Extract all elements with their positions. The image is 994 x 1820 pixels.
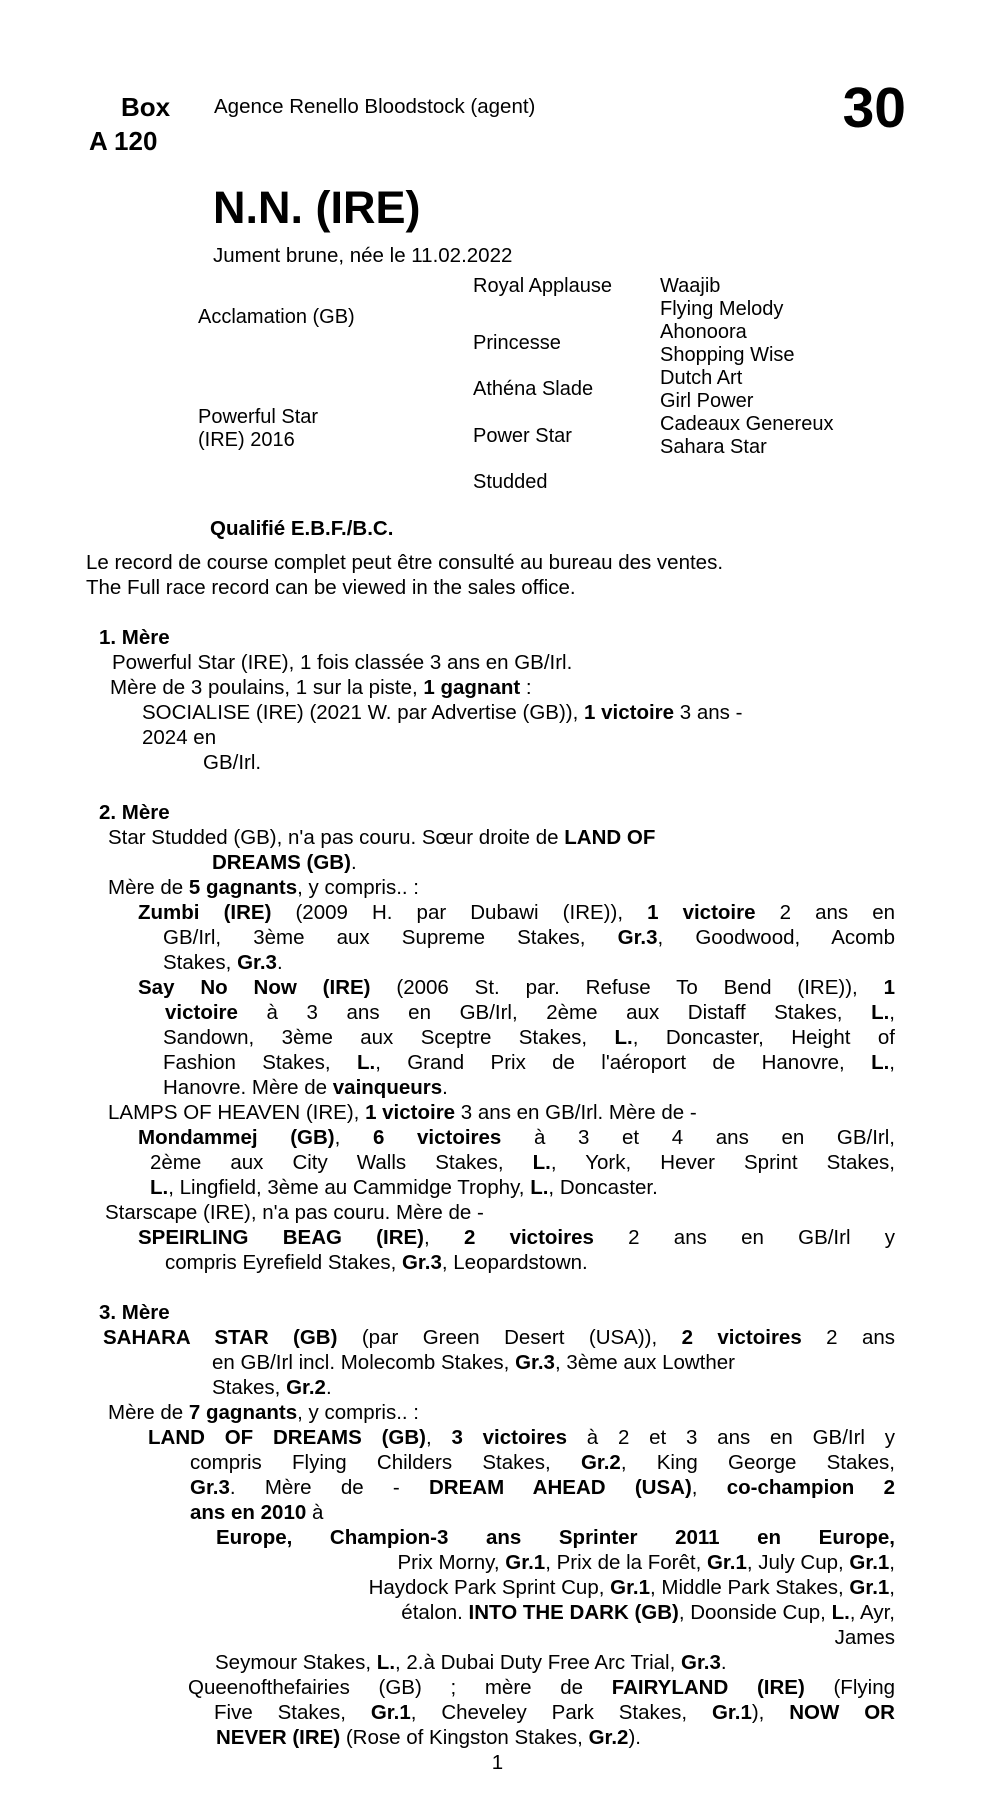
body-line bbox=[0, 1400, 895, 1425]
bold-text-run: Gr.1 bbox=[706, 1551, 747, 1574]
body-line bbox=[0, 950, 895, 975]
text-run: Five Stakes, bbox=[214, 1701, 371, 1724]
body-line bbox=[0, 1525, 895, 1550]
pedigree-parent: Power Star bbox=[473, 425, 572, 447]
bold-text-run: 1 victoire bbox=[584, 701, 675, 724]
text-run: à 3 et 4 ans en GB/Irl, bbox=[501, 1126, 895, 1149]
body-line bbox=[0, 1150, 895, 1175]
text-run: , King George Stakes, bbox=[620, 1451, 895, 1474]
text-run: GB/Irl, 3ème aux Supreme Stakes, bbox=[163, 926, 618, 949]
horse-description: Jument brune, née le 11.02.2022 bbox=[213, 244, 513, 267]
bold-text-run: L. bbox=[871, 1051, 890, 1074]
bold-text-run: SAHARA STAR (GB) bbox=[103, 1326, 338, 1349]
bold-text-run: victoire bbox=[165, 1001, 238, 1024]
text-run: , bbox=[424, 1226, 464, 1249]
body-line bbox=[0, 550, 895, 575]
pedigree-grandparent: Sahara Star bbox=[660, 436, 767, 458]
bold-text-run: 5 gagnants bbox=[188, 876, 298, 899]
body-line bbox=[0, 1325, 895, 1350]
body-line bbox=[0, 625, 895, 650]
bold-text-run: 6 victoires bbox=[372, 1126, 502, 1149]
pedigree-grandparent: Waajib bbox=[660, 275, 721, 297]
bold-text-run: co-champion 2 bbox=[726, 1476, 895, 1499]
text-run: James bbox=[834, 1626, 895, 1649]
text-run: Prix Morny, bbox=[397, 1551, 506, 1574]
text-run: LAMPS OF HEAVEN (IRE), bbox=[108, 1101, 366, 1124]
text-run: , bbox=[691, 1476, 727, 1499]
bold-text-run: Mondammej (GB) bbox=[138, 1126, 335, 1149]
bold-text-run: L. bbox=[871, 1001, 890, 1024]
bold-text-run: INTO THE DARK (GB) bbox=[468, 1601, 679, 1624]
body-line bbox=[0, 1375, 895, 1400]
bold-text-run: L. bbox=[356, 1051, 376, 1074]
bold-text-run: 2 victoires bbox=[681, 1326, 802, 1349]
text-run: 2 ans en GB/Irl y bbox=[593, 1226, 895, 1249]
pedigree-grandparent: Ahonoora bbox=[660, 321, 747, 343]
box-label: Box bbox=[121, 92, 171, 122]
blank-line bbox=[0, 600, 895, 625]
body-line bbox=[0, 1300, 895, 1325]
body-line bbox=[0, 750, 895, 775]
blank-line bbox=[0, 775, 895, 800]
text-run: , Ayr, bbox=[849, 1601, 895, 1624]
bold-text-run: NOW OR bbox=[789, 1701, 895, 1724]
text-run: Mère de bbox=[108, 1401, 189, 1424]
bold-text-run: L. bbox=[530, 1176, 549, 1199]
bold-text-run: Say No Now (IRE) bbox=[138, 976, 371, 999]
text-run: Powerful Star (IRE), 1 fois classée 3 ans en GB/Irl. bbox=[112, 651, 573, 674]
bold-text-run: Gr.1 bbox=[849, 1576, 890, 1599]
text-run: 2 ans en bbox=[755, 901, 895, 924]
text-run: (2006 St. par. Refuse To Bend (IRE)), bbox=[370, 976, 884, 999]
body-line bbox=[0, 875, 895, 900]
text-run: The Full race record can be viewed in the sales office. bbox=[86, 576, 576, 599]
text-run: , Doncaster, Height of bbox=[632, 1026, 895, 1049]
bold-text-run: 2 victoires bbox=[463, 1226, 594, 1249]
blank-line bbox=[0, 1275, 895, 1300]
text-run: . bbox=[350, 851, 357, 874]
text-run: à 2 et 3 ans en GB/Irl y bbox=[566, 1426, 895, 1449]
bold-text-run: Gr.3 bbox=[237, 951, 277, 974]
text-run: Mère de bbox=[108, 876, 189, 899]
text-run: 3 ans en GB/Irl. Mère de - bbox=[455, 1101, 697, 1124]
bold-text-run: vainqueurs bbox=[332, 1076, 443, 1099]
pedigree-grandparent: Shopping Wise bbox=[660, 344, 795, 366]
body-line bbox=[0, 1175, 895, 1200]
consignor-name: Agence Renello Bloodstock (agent) bbox=[214, 95, 536, 118]
body-line bbox=[0, 1475, 895, 1500]
text-run: . bbox=[442, 1076, 448, 1099]
text-run: Stakes, bbox=[212, 1376, 287, 1399]
text-run: Sandown, 3ème aux Sceptre Stakes, bbox=[163, 1026, 615, 1049]
bold-text-run: 7 gagnants bbox=[188, 1401, 298, 1424]
bold-text-run: Gr.1 bbox=[711, 1701, 752, 1724]
text-run: Seymour Stakes, bbox=[215, 1651, 377, 1674]
text-run: ). bbox=[628, 1726, 641, 1749]
text-run: , Middle Park Stakes, bbox=[650, 1576, 850, 1599]
body-line bbox=[0, 1125, 895, 1150]
text-run: , Lingfield, 3ème au Cammidge Trophy, bbox=[168, 1176, 531, 1199]
bold-text-run: Gr.1 bbox=[849, 1551, 890, 1574]
pedigree-parent: Athéna Slade bbox=[473, 378, 594, 400]
bold-text-run: 1 victoire bbox=[647, 901, 756, 924]
text-run: , bbox=[889, 1551, 895, 1574]
pedigree-table bbox=[0, 0, 994, 500]
dam-name-line1: Powerful Star bbox=[198, 406, 319, 428]
text-run: , Doonside Cup, bbox=[678, 1601, 832, 1624]
body-line bbox=[0, 800, 895, 825]
body-line bbox=[0, 900, 895, 925]
body-line bbox=[0, 1625, 895, 1650]
pedigree-parent: Princesse bbox=[473, 332, 561, 354]
bold-text-run: 2. Mère bbox=[99, 801, 170, 824]
bold-text-run: Gr.1 bbox=[505, 1551, 546, 1574]
text-run: , Cheveley Park Stakes, bbox=[410, 1701, 712, 1724]
bold-text-run: 1 victoire bbox=[365, 1101, 456, 1124]
body-line bbox=[0, 975, 895, 1000]
dam-name-line2: (IRE) 2016 bbox=[198, 429, 295, 451]
pedigree-parent: Royal Applause bbox=[473, 275, 612, 297]
bold-text-run: L. bbox=[614, 1026, 633, 1049]
text-run: . Mère de - bbox=[229, 1476, 429, 1499]
bold-text-run: L. bbox=[532, 1151, 551, 1174]
catalog-text bbox=[0, 550, 895, 1775]
body-line bbox=[0, 675, 895, 700]
text-run: Haydock Park Sprint Cup, bbox=[368, 1576, 611, 1599]
text-run: Starscape (IRE), n'a pas couru. Mère de - bbox=[105, 1201, 484, 1224]
bold-text-run: L. bbox=[831, 1601, 850, 1624]
bold-text-run: FAIRYLAND (IRE) bbox=[611, 1676, 805, 1699]
qualification-note: Qualifié E.B.F./B.C. bbox=[210, 517, 394, 540]
bold-text-run: NEVER (IRE) bbox=[216, 1726, 341, 1749]
body-line bbox=[0, 850, 895, 875]
pedigree-grandparent: Cadeaux Genereux bbox=[660, 413, 834, 435]
text-run: Star Studded (GB), n'a pas couru. Sœur droite de bbox=[108, 826, 565, 849]
body-line bbox=[0, 1600, 895, 1625]
text-run: GB/Irl. bbox=[203, 751, 262, 774]
text-run: , y compris.. : bbox=[297, 1401, 420, 1424]
bold-text-run: DREAMS (GB) bbox=[212, 851, 351, 874]
text-run: , Leopardstown. bbox=[441, 1251, 588, 1274]
bold-text-run: Zumbi (IRE) bbox=[138, 901, 272, 924]
bold-text-run: Gr.3 bbox=[617, 926, 658, 949]
pedigree-grandparent: Flying Melody bbox=[660, 298, 784, 320]
text-run: 2ème aux City Walls Stakes, bbox=[150, 1151, 533, 1174]
pedigree-parent: Studded bbox=[473, 471, 548, 493]
body-line bbox=[0, 1025, 895, 1050]
body-line bbox=[0, 700, 895, 725]
body-line bbox=[0, 1200, 895, 1225]
text-run: , 2.à Dubai Duty Free Arc Trial, bbox=[395, 1651, 681, 1674]
text-run: Stakes, bbox=[163, 951, 238, 974]
body-line bbox=[0, 1725, 895, 1750]
text-run: Fashion Stakes, bbox=[163, 1051, 357, 1074]
body-line bbox=[0, 1550, 895, 1575]
text-run: Mère de 3 poulains, 1 sur la piste, bbox=[110, 676, 424, 699]
text-run: . bbox=[325, 1376, 332, 1399]
text-run: , bbox=[425, 1426, 452, 1449]
body-line bbox=[0, 825, 895, 850]
bold-text-run: SPEIRLING BEAG (IRE) bbox=[138, 1226, 425, 1249]
bold-text-run: Gr.3 bbox=[401, 1251, 442, 1274]
text-run: 1 bbox=[491, 1751, 504, 1774]
horse-name: N.N. (IRE) bbox=[213, 182, 421, 233]
text-run: . bbox=[720, 1651, 727, 1674]
body-line bbox=[0, 1000, 895, 1025]
body-line bbox=[0, 1350, 895, 1375]
text-run: (Flying bbox=[804, 1676, 895, 1699]
text-run: , bbox=[334, 1126, 373, 1149]
bold-text-run: 1 gagnant bbox=[423, 676, 521, 699]
body-line bbox=[0, 1650, 895, 1675]
body-line bbox=[0, 575, 895, 600]
text-run: , Goodwood, Acomb bbox=[657, 926, 895, 949]
bold-text-run: DREAM AHEAD (USA) bbox=[429, 1476, 692, 1499]
bold-text-run: Gr.2 bbox=[588, 1726, 629, 1749]
text-run: . bbox=[276, 951, 283, 974]
body-line bbox=[0, 650, 895, 675]
bold-text-run: Gr.1 bbox=[610, 1576, 651, 1599]
text-run: en GB/Irl incl. Molecomb Stakes, bbox=[212, 1351, 516, 1374]
text-run: , bbox=[889, 1051, 895, 1074]
bold-text-run: L. bbox=[376, 1651, 396, 1674]
bold-text-run: LAND OF DREAMS (GB) bbox=[148, 1426, 426, 1449]
text-run: SOCIALISE (IRE) (2021 W. par Advertise (GB)), bbox=[142, 701, 585, 724]
bold-text-run: 3. Mère bbox=[99, 1301, 170, 1324]
body-line bbox=[0, 1075, 895, 1100]
text-run: compris Eyrefield Stakes, bbox=[165, 1251, 402, 1274]
text-run: , Doncaster. bbox=[548, 1176, 658, 1199]
bold-text-run: 1. Mère bbox=[99, 626, 170, 649]
body-line bbox=[0, 1425, 895, 1450]
text-run: Hanovre. Mère de bbox=[163, 1076, 333, 1099]
text-run: , bbox=[889, 1001, 895, 1024]
body-line bbox=[0, 1050, 895, 1075]
body-line bbox=[0, 1500, 895, 1525]
text-run: (2009 H. par Dubawi (IRE)), bbox=[271, 901, 648, 924]
bold-text-run: Gr.3 bbox=[515, 1351, 555, 1374]
text-run: , Prix de la Forêt, bbox=[545, 1551, 707, 1574]
text-run: (Rose of Kingston Stakes, bbox=[340, 1726, 589, 1749]
bold-text-run: LAND OF bbox=[564, 826, 656, 849]
box-number: A 120 bbox=[89, 126, 158, 156]
text-run: compris Flying Childers Stakes, bbox=[190, 1451, 581, 1474]
lot-number: 30 bbox=[842, 76, 906, 140]
body-line bbox=[0, 1675, 895, 1700]
body-line bbox=[0, 1750, 895, 1775]
bold-text-run: Gr.1 bbox=[370, 1701, 411, 1724]
text-run: à 3 ans en GB/Irl, 2ème aux Distaff Stakes, bbox=[237, 1001, 872, 1024]
body-line bbox=[0, 1100, 895, 1125]
pedigree-grandparent: Dutch Art bbox=[660, 367, 743, 389]
bold-text-run: ans en 2010 bbox=[190, 1501, 307, 1524]
text-run: , 3ème aux Lowther bbox=[554, 1351, 735, 1374]
text-run: , bbox=[889, 1576, 895, 1599]
body-line bbox=[0, 1700, 895, 1725]
text-run: étalon. bbox=[401, 1601, 469, 1624]
text-run: ), bbox=[751, 1701, 790, 1724]
body-line bbox=[0, 1225, 895, 1250]
text-run: , Grand Prix de l'aéroport de Hanovre, bbox=[375, 1051, 872, 1074]
body-line bbox=[0, 1250, 895, 1275]
bold-text-run: Gr.3 bbox=[190, 1476, 230, 1499]
bold-text-run: L. bbox=[150, 1176, 169, 1199]
text-run: 2024 en bbox=[142, 726, 217, 749]
body-line bbox=[0, 1575, 895, 1600]
body-line bbox=[0, 925, 895, 950]
text-run: , July Cup, bbox=[746, 1551, 850, 1574]
bold-text-run: Europe, Champion-3 ans Sprinter 2011 en Europe, bbox=[216, 1526, 895, 1549]
sire-name: Acclamation (GB) bbox=[198, 306, 355, 328]
text-run: Le record de course complet peut être consulté au bureau des ventes. bbox=[86, 551, 724, 574]
text-run: , York, Hever Sprint Stakes, bbox=[550, 1151, 895, 1174]
text-run: Queenofthefairies (GB) ; mère de bbox=[188, 1676, 612, 1699]
bold-text-run: 3 victoires bbox=[451, 1426, 567, 1449]
body-line bbox=[0, 1450, 895, 1475]
text-run: à bbox=[306, 1501, 324, 1524]
text-run: , y compris.. : bbox=[297, 876, 420, 899]
text-run: (par Green Desert (USA)), bbox=[337, 1326, 682, 1349]
bold-text-run: Gr.2 bbox=[580, 1451, 621, 1474]
text-run: 3 ans - bbox=[674, 701, 743, 724]
bold-text-run: 1 bbox=[883, 976, 895, 999]
bold-text-run: Gr.3 bbox=[681, 1651, 721, 1674]
bold-text-run: Gr.2 bbox=[286, 1376, 326, 1399]
body-line bbox=[0, 725, 895, 750]
pedigree-grandparent: Girl Power bbox=[660, 390, 754, 412]
text-run: : bbox=[520, 676, 532, 699]
text-run: 2 ans bbox=[801, 1326, 895, 1349]
